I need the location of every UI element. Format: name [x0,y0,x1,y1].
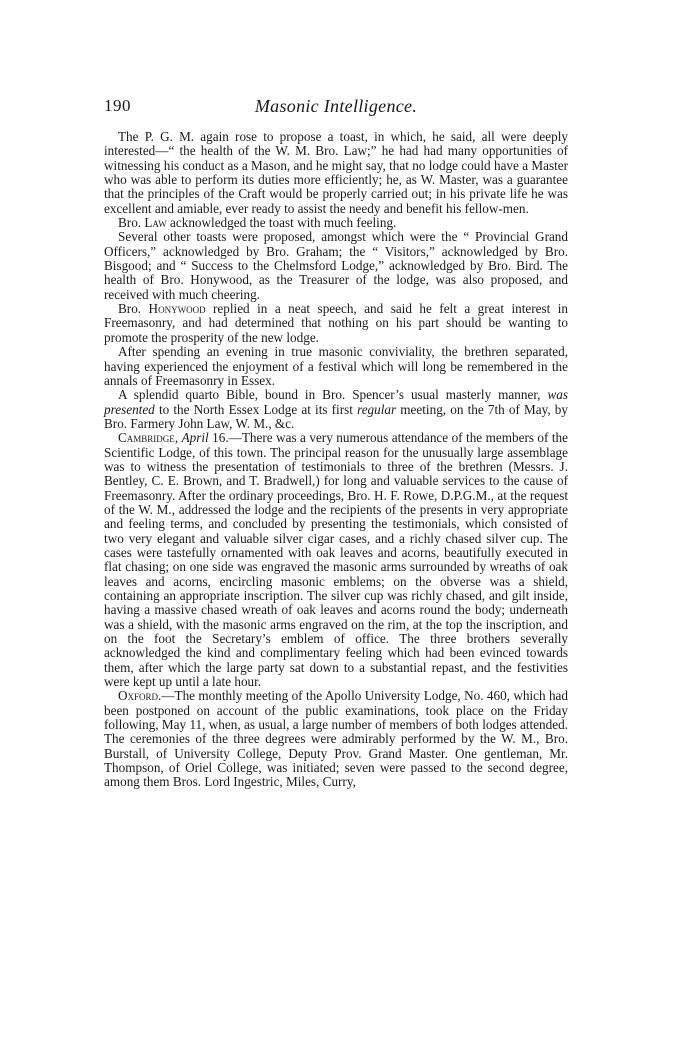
text-run: A splendid quarto Bible, bound in Bro. Spencer’s usual masterly manner, [118,387,548,403]
running-head [104,96,568,126]
paragraph-conviviality [104,345,568,388]
text-run: Bro. [118,215,145,231]
paragraph-law-reply [104,216,568,230]
paragraph-honywood-reply [104,302,568,345]
text-run: 16.—There was a very numerous attendance of the members of the Scientific Lodge, of this town. The principal reason for the unusually large assemblage was to witness the presentation of testimonials to three of the brethren (Messrs. J. Bentley, C. E. Brown, and T. Bradwell,) for long and valuable services to the cause of Freemasonry. After the ordinary proceedings, Bro. H. F. Rowe, D.P.G.M., at the request of the W. M., addressed the lodge and the recipients of the presents in very appropriate and feeling terms, and concluded by presenting the testimonials, which consisted of two very elegant and valuable silver cigar cases, and a richly chased silver cup. The cases were tastefully ornamented with oak leaves and acorns, beautifully executed in flat chasing; on one side was engraved the masonic arms surrounded by wreaths of oak leaves and acorns, encircling masonic emblems; on the obverse was a shield, containing an appropriate inscription. The silver cup was richly chased, and gilt inside, having a massive chased wreath of oak leaves and acorns round the body; underneath was a shield, with the masonic arms engraved on the rim, at the top the inscription, and on the foot the Secretary’s emblem of office. The three brothers severally acknowledged the kind and complimentary feeling which had been evinced towards them, after which the large party sat down to a substantial repast, and the festivities were kept up until a late hour. [104,430,569,690]
italic-text: was presented [104,387,568,417]
paragraph-other-toasts [104,230,568,302]
text-run: Several other toasts were proposed, amongst which were the “ Provincial Grand Officers,” acknowledged by Bro. Graham; the “ Visitors,” acknowledged by Bro. Bisgood; and “ Success to the Chelmsford Lodge,” acknowledged by Bro. Bird. The health of Bro. Honywood, as the Treasurer of the lodge, was also proposed, and received with much cheering. [104,229,568,302]
running-title: Masonic Intelligence. [254,96,418,116]
small-caps-name: Oxford [118,688,159,704]
text-run: Bro. [118,301,149,317]
text-run: replied in a neat speech, and said he felt a great interest in Freemasonry, and had determined that nothing on his part should be wanting to promote the prosperity of the new lodge. [104,301,569,345]
text-run: .—The monthly meeting of the Apollo University Lodge, No. 460, which had been postponed on account of the public examinations, took place on the Friday following, May 11, when, as usual, a large number of members of both lodges attended. The ceremonies of the three degrees were admirably performed by the W. M., Bro. Burstall, of University College, Deputy Prov. Grand Master. One gentleman, Mr. Thompson, of Oriel College, was initiated; seven were passed to the second degree, among them Bros. Lord Ingestric, Miles, Curry, [104,688,568,790]
text-run: to the North Essex Lodge at its first [154,401,358,417]
small-caps-name: Law [144,215,167,231]
paragraph-cambridge [104,431,568,689]
small-caps-name: Cambridge [118,430,175,446]
text-run: After spending an evening in true masonic conviviality, the brethren separated, having experienced the enjoyment of a festival which will long be remembered in the annals of Freemasonry in Essex. [104,344,568,388]
small-caps-name: Honywood [148,301,206,317]
text-run: , [174,430,182,446]
paragraph-toast-wm-law [104,130,568,216]
article-body [104,130,568,790]
text-run: acknowledged the toast with much feeling. [166,215,397,231]
text-run: meeting, on the 7th of May, by Bro. Farmery John Law, W. M., &c. [104,401,568,431]
italic-text: regular [357,401,397,417]
paragraph-oxford [104,689,568,789]
book-page [104,96,568,790]
text-run: The P. G. M. again rose to propose a toast, in which, he said, all were deeply interested—“ the health of the W. M. Bro. Law;” he had had many opportunities of witnessing his conduct as a Mason, and he might say, that no lodge could have a Master who was able to perform its duties more efficiently; he, as W. Master, was a guarantee that the principles of the Craft would be properly carried out; in his private life he was excellent and amiable, ever ready to assist the needy and benefit his fellow-men. [104,129,568,216]
paragraph-quarto-bible [104,388,568,431]
italic-text: April [181,430,209,446]
page-number: 190 [104,96,131,115]
